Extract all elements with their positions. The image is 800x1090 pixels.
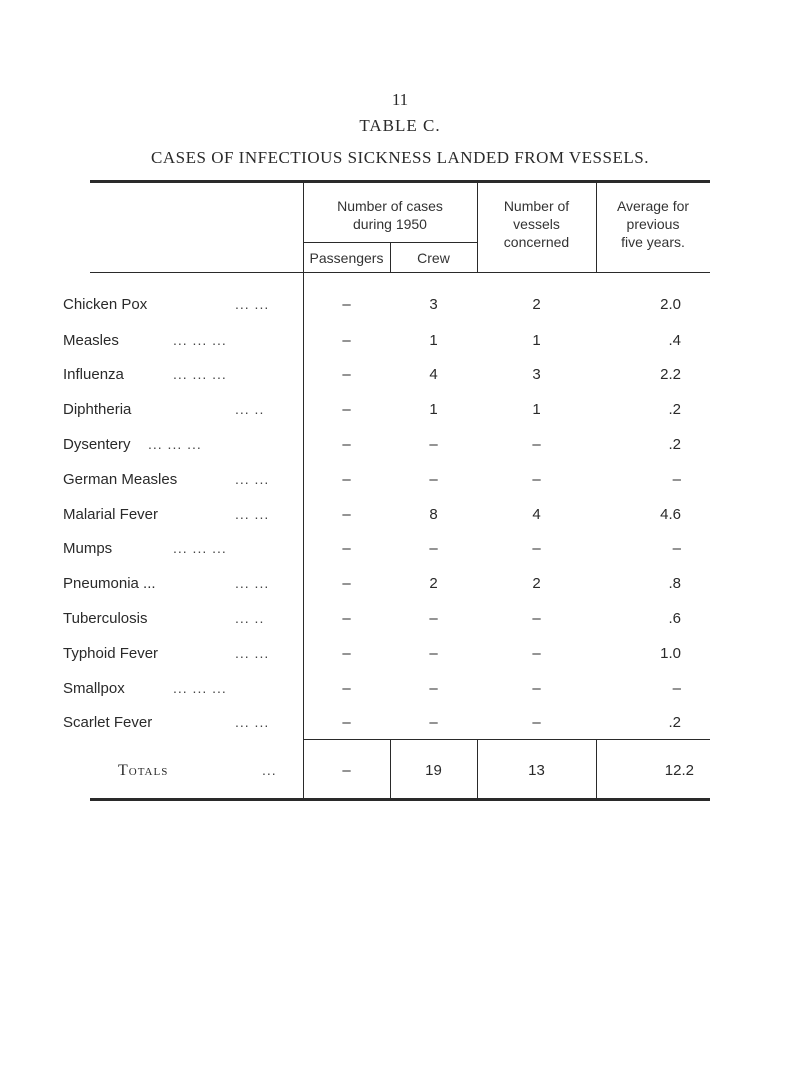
cell-vessels: – (532, 714, 541, 731)
row-label: Chicken Pox (63, 296, 148, 313)
cell-crew: – (429, 645, 438, 662)
cell-crew: – (429, 680, 438, 697)
row-label: German Measles (63, 471, 178, 488)
cell-average: 2.2 (660, 366, 681, 383)
header-vessels-line2: vessels (513, 216, 560, 232)
row-label: Smallpox (63, 680, 125, 697)
row-label: Typhoid Fever (63, 645, 159, 662)
cell-average: 2.0 (660, 296, 681, 313)
table-row (0, 471, 800, 493)
cell-passengers: – (342, 471, 351, 488)
totals-average: 12.2 (664, 762, 694, 779)
table-title: TABLE C. (359, 116, 441, 135)
table-subtitle: CASES OF INFECTIOUS SICKNESS LANDED FROM VESSELS. (151, 148, 649, 167)
table-row (0, 296, 800, 318)
row-leader-dots: ... ... (235, 296, 270, 312)
cell-vessels: 1 (532, 401, 541, 418)
table-row (0, 332, 800, 354)
cell-passengers: – (342, 332, 351, 349)
cell-passengers: – (342, 436, 351, 453)
cell-vessels: – (532, 680, 541, 697)
cell-average: .2 (668, 436, 681, 453)
cell-average: – (672, 471, 681, 488)
row-leader-dots: ... ... (235, 575, 270, 591)
row-leader-dots: ... ... ... (173, 680, 227, 696)
header-average-line3: five years. (621, 234, 685, 250)
header-bottom-rule (90, 272, 710, 273)
header-average-line2: previous (626, 216, 680, 232)
cell-average: 4.6 (660, 506, 681, 523)
table-row (0, 680, 800, 702)
cell-vessels: – (532, 610, 541, 627)
cell-vessels: – (532, 645, 541, 662)
cell-passengers: – (342, 506, 351, 523)
cell-crew: – (429, 540, 438, 557)
subheader-rule (303, 242, 477, 243)
totals-crew: 19 (425, 762, 442, 779)
totals-rule (303, 739, 710, 740)
top-rule (90, 180, 710, 183)
cell-passengers: – (342, 366, 351, 383)
row-label: Influenza (63, 366, 124, 383)
cell-vessels: 2 (532, 575, 541, 592)
cell-vessels: 2 (532, 296, 541, 313)
table-row (0, 506, 800, 528)
row-leader-dots: ... ... ... (173, 540, 227, 556)
table-row (0, 645, 800, 667)
bottom-rule (90, 798, 710, 801)
row-leader-dots: ... ... (235, 471, 270, 487)
header-passengers: Passengers (309, 250, 384, 266)
row-label: Tuberculosis (63, 610, 148, 627)
cell-passengers: – (342, 401, 351, 418)
cell-crew: 1 (429, 332, 438, 349)
cell-vessels: 4 (532, 506, 541, 523)
cell-crew: 3 (429, 296, 438, 313)
table-row (0, 575, 800, 597)
row-label: Measles (63, 332, 119, 349)
cell-average: .2 (668, 401, 681, 418)
totals-row (0, 762, 800, 786)
cell-passengers: – (342, 645, 351, 662)
totals-leader-dots: ... (262, 762, 277, 778)
cell-average: .2 (668, 714, 681, 731)
cell-average: – (672, 540, 681, 557)
cell-passengers: – (342, 540, 351, 557)
totals-passengers: – (342, 762, 351, 779)
table-row (0, 540, 800, 562)
cell-crew: – (429, 610, 438, 627)
header-vessels-line1: Number of (503, 198, 570, 214)
cell-vessels: – (532, 540, 541, 557)
header-cases-line1: Number of cases (337, 198, 443, 214)
row-leader-dots: ... ... ... (173, 366, 227, 382)
table-row (0, 401, 800, 423)
cell-crew: 1 (429, 401, 438, 418)
header-cases-line2: during 1950 (353, 216, 427, 232)
cell-crew: – (429, 436, 438, 453)
cell-average: .4 (668, 332, 681, 349)
cell-crew: 2 (429, 575, 438, 592)
totals-label: Totals (118, 762, 169, 779)
row-leader-dots: ... .. (235, 401, 265, 417)
cell-passengers: – (342, 714, 351, 731)
table-row (0, 610, 800, 632)
row-leader-dots: ... ... (235, 645, 270, 661)
cell-crew: 4 (429, 366, 438, 383)
table-row (0, 436, 800, 458)
header-average-line1: Average for (616, 198, 690, 214)
row-leader-dots: ... ... (235, 506, 270, 522)
header-crew: Crew (417, 250, 450, 266)
row-leader-dots: ... ... (235, 714, 270, 730)
cell-average: 1.0 (660, 645, 681, 662)
table-row (0, 366, 800, 388)
totals-vessels: 13 (528, 762, 545, 779)
row-label: Malarial Fever (63, 506, 159, 523)
cell-passengers: – (342, 680, 351, 697)
cell-crew: 8 (429, 506, 438, 523)
table-row (0, 714, 800, 736)
cell-crew: – (429, 714, 438, 731)
row-leader-dots: ... ... ... (173, 332, 227, 348)
header-vessels-line3: concerned (503, 234, 570, 250)
row-leader-dots: ... .. (235, 610, 265, 626)
cell-passengers: – (342, 610, 351, 627)
cell-average: – (672, 680, 681, 697)
cell-average: .8 (668, 575, 681, 592)
row-label: Pneumonia ... (63, 575, 156, 592)
cell-vessels: 1 (532, 332, 541, 349)
row-leader-dots: ... ... ... (148, 436, 202, 452)
cell-passengers: – (342, 575, 351, 592)
row-label: Dysentery (63, 436, 131, 453)
cell-average: .6 (668, 610, 681, 627)
cell-crew: – (429, 471, 438, 488)
page-number: 11 (391, 90, 409, 109)
cell-vessels: 3 (532, 366, 541, 383)
row-label: Scarlet Fever (63, 714, 153, 731)
row-label: Mumps (63, 540, 113, 557)
cell-vessels: – (532, 471, 541, 488)
cell-passengers: – (342, 296, 351, 313)
cell-vessels: – (532, 436, 541, 453)
row-label: Diphtheria (63, 401, 132, 418)
